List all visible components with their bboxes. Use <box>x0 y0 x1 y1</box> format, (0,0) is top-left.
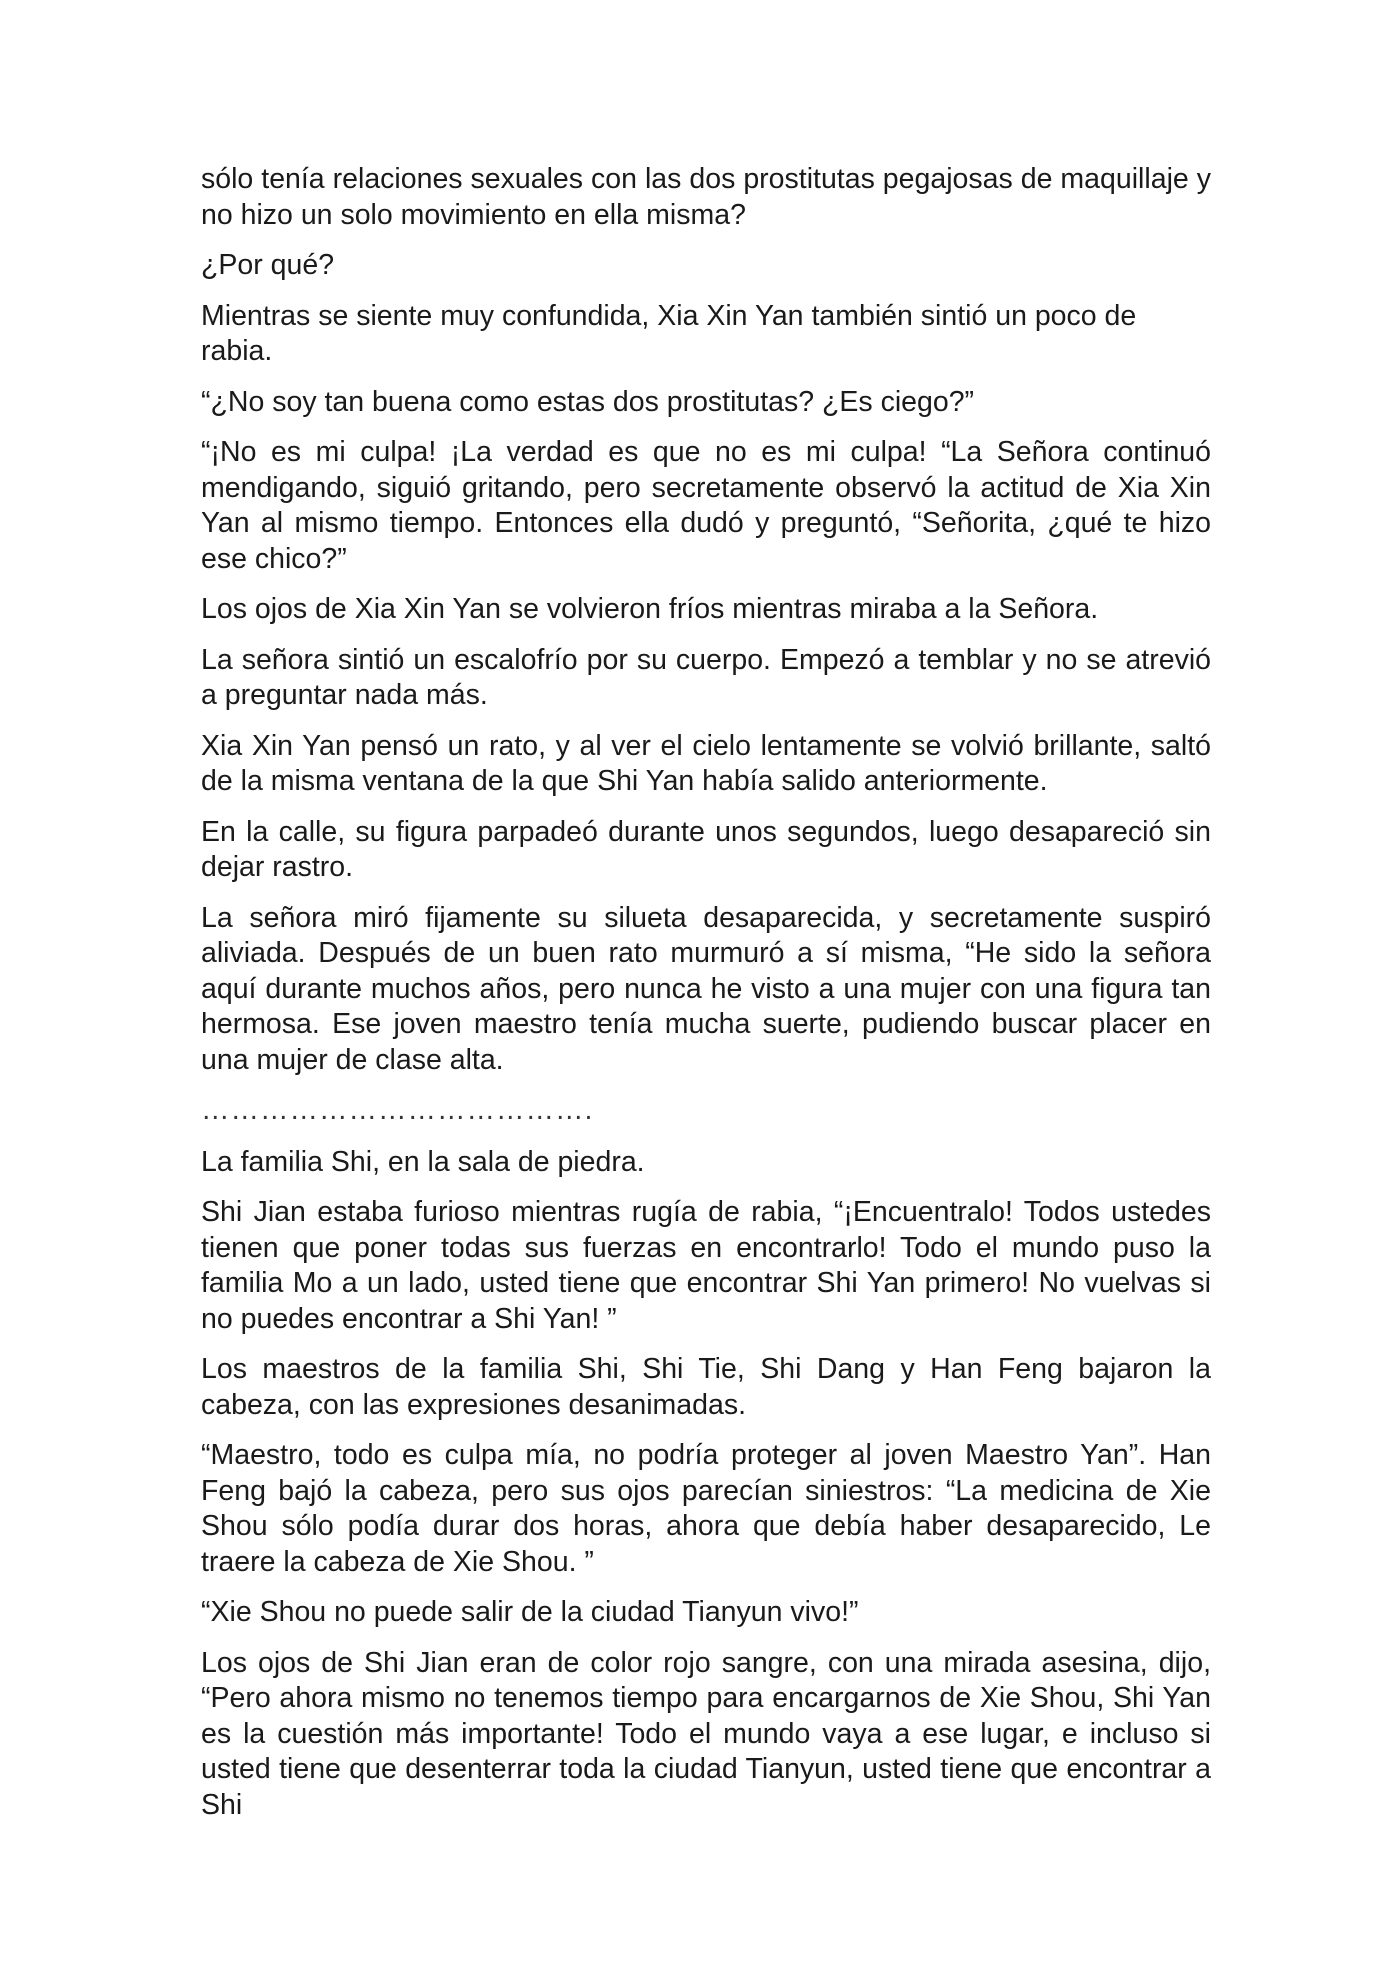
paragraph: sólo tenía relaciones sexuales con las dos prostitutas pegajosas de maquillaje y no hizo un solo movimiento en ella misma? <box>201 163 1211 231</box>
paragraph: La señora miró fijamente su silueta desaparecida, y secretamente suspiró aliviada. Después de un buen rato murmuró a sí misma, “He sido la señora aquí durante muchos años, pero nunca he visto a una mujer con una figura tan hermosa. Ese joven maestro tenía mucha suerte, pudiendo buscar placer en una mujer de clase alta. <box>201 901 1211 1076</box>
paragraph: En la calle, su figura parpadeó durante unos segundos, luego desapareció sin dejar rastro. <box>201 815 1211 883</box>
paragraph: La señora sintió un escalofrío por su cuerpo. Empezó a temblar y no se atrevió a preguntar nada más. <box>201 643 1211 711</box>
paragraph: “¿No soy tan buena como estas dos prostitutas? ¿Es ciego?” <box>201 385 975 418</box>
paragraph: Los maestros de la familia Shi, Shi Tie, Shi Dang y Han Feng bajaron la cabeza, con las expresiones desanimadas. <box>201 1353 1211 1421</box>
paragraph: “Maestro, todo es culpa mía, no podría proteger al joven Maestro Yan”. Han Feng bajó la cabeza, pero sus ojos parecían siniestros: “La medicina de Xie Shou sólo podía durar dos horas, ahora que debía haber desaparecido, Le traere la cabeza de Xie Shou. ” <box>201 1439 1211 1578</box>
paragraph: Los ojos de Shi Jian eran de color rojo sangre, con una mirada asesina, dijo, “Pero ahora mismo no tenemos tiempo para encargarnos de Xie Shou, Shi Yan es la cuestión más importante! Todo el mundo vaya a ese lugar, e incluso si usted tiene que desenterrar toda la ciudad Tianyun, usted tiene que encontrar a Shi <box>201 1646 1211 1821</box>
section-separator: …………………………………. <box>201 1094 594 1126</box>
paragraph: “Xie Shou no puede salir de la ciudad Tianyun vivo!” <box>201 1596 859 1628</box>
paragraph: La familia Shi, en la sala de piedra. <box>201 1145 645 1178</box>
paragraph: “¡No es mi culpa! ¡La verdad es que no es mi culpa! “La Señora continuó mendigando, siguió gritando, pero secretamente observó la actitud de Xia Xin Yan al mismo tiempo. Entonces ella dudó y preguntó, “Señorita, ¿qué te hizo ese chico?” <box>201 436 1211 575</box>
paragraph: Mientras se siente muy confundida, Xia Xin Yan también sintió un poco de rabia. <box>201 299 1137 367</box>
paragraph: Los ojos de Xia Xin Yan se volvieron fríos mientras miraba a la Señora. <box>201 593 1099 625</box>
paragraph: Shi Jian estaba furioso mientras rugía de rabia, “¡Encuentralo! Todos ustedes tienen que poner todas sus fuerzas en encontrarlo! Todo el mundo puso la familia Mo a un lado, usted tiene que encontrar Shi Yan primero! No vuelvas si no puedes encontrar a Shi Yan! ” <box>201 1196 1211 1335</box>
paragraph: ¿Por qué? <box>201 249 335 281</box>
paragraph: Xia Xin Yan pensó un rato, y al ver el cielo lentamente se volvió brillante, saltó de la misma ventana de la que Shi Yan había salido anteriormente. <box>201 729 1211 797</box>
document-body <box>201 162 1211 1823</box>
